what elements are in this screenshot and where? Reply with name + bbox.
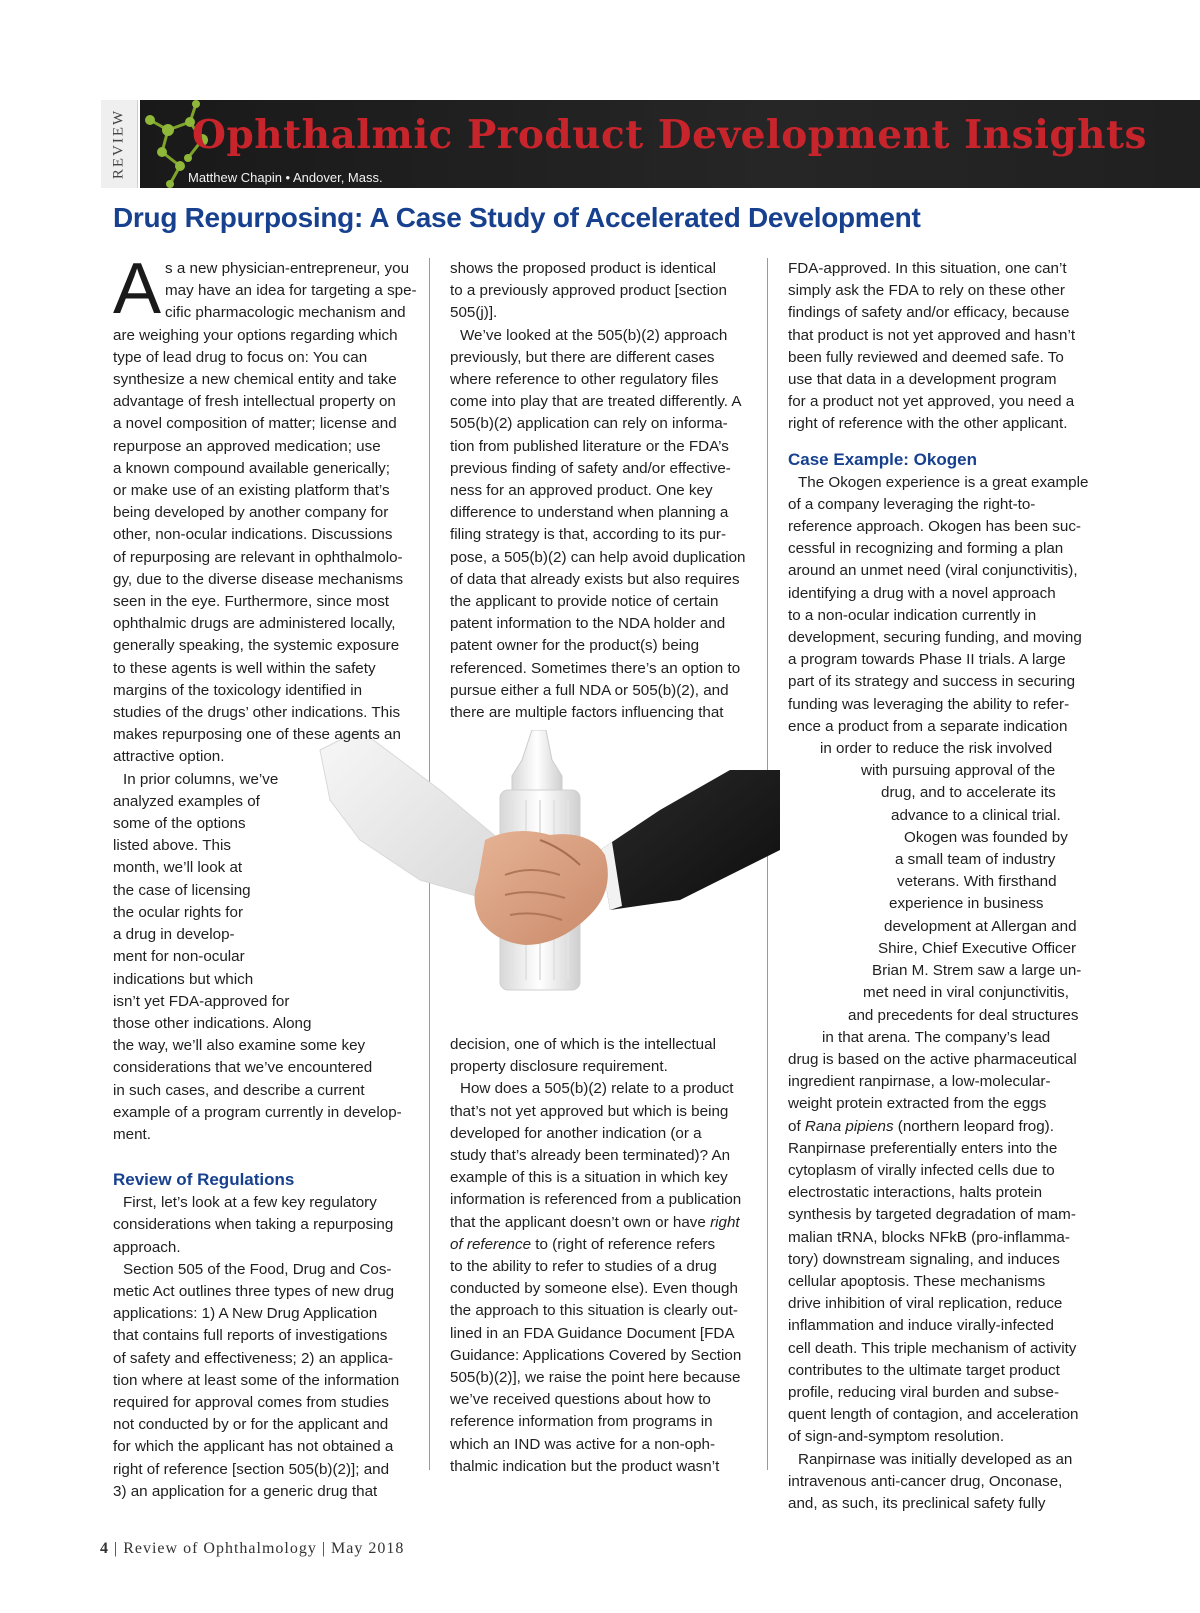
text-line: 505(b)(2) application can rely on informa- — [450, 415, 728, 433]
text-line: First, let’s look at a few key regulatory — [123, 1194, 377, 1212]
text-line: other, non-ocular indications. Discussions — [113, 526, 393, 544]
text-line: ness for an approved product. One key — [450, 482, 713, 500]
text-line: that product is not yet approved and hasn’t — [788, 326, 1076, 344]
text-line: the case of licensing — [113, 881, 251, 899]
text-line: We’ve looked at the 505(b)(2) approach — [460, 326, 728, 344]
text-line: cessful in recognizing and forming a plan — [788, 540, 1064, 558]
text-line: type of lead drug to focus on: You can — [113, 348, 368, 366]
text-line: drug, and to accelerate its — [881, 784, 1056, 802]
issue-date: May 2018 — [331, 1540, 405, 1557]
text-line: with pursuing approval of the — [861, 762, 1056, 780]
text-line: to a non-ocular indication currently in — [788, 606, 1037, 624]
text-line: How does a 505(b)(2) relate to a product — [460, 1080, 734, 1098]
text-line: considerations that we’ve encountered — [113, 1059, 373, 1077]
text-line: met need in viral conjunctivitis, — [863, 984, 1069, 1002]
text-run-italic: right — [710, 1213, 740, 1231]
text-line: development, securing funding, and moving — [788, 629, 1082, 647]
text-line: the way, we’ll also examine some key — [113, 1037, 366, 1055]
text-line: Okogen was founded by — [904, 828, 1068, 846]
article-column-2-top — [450, 258, 750, 724]
text-run: to (right of reference refers — [531, 1235, 716, 1253]
text-line: generally speaking, the systemic exposure — [113, 637, 400, 655]
text-line: electrostatic interactions, halts protein — [788, 1184, 1043, 1202]
text-line: ence a product from a separate indication — [788, 717, 1068, 735]
text-line: malian tRNA, blocks NFkB (pro-inflamma- — [788, 1228, 1070, 1246]
text-line: for a product not yet approved, you need a — [788, 393, 1075, 411]
text-line: being developed by another company for — [113, 504, 389, 522]
text-line: for which the applicant has not obtained a — [113, 1438, 394, 1456]
folio-separator: | — [321, 1540, 332, 1557]
text-line: margins of the toxicology identified in — [113, 681, 363, 699]
text-line: gy, due to the diverse disease mechanisms — [113, 570, 404, 588]
column-banner — [140, 100, 1200, 188]
text-line: FDA-approved. In this situation, one can’t — [788, 260, 1067, 277]
text-line: ophthalmic drugs are administered locally, — [113, 615, 396, 633]
text-line: synthesis by targeted degradation of mam- — [788, 1206, 1076, 1224]
text-line: may have an idea for targeting a spe- — [165, 282, 417, 300]
text-line: use that data in a development program — [788, 371, 1057, 389]
column-title: Ophthalmic Product Development Insights — [192, 112, 1148, 158]
text-line-mixed — [450, 1212, 750, 1234]
article-column-3 — [788, 258, 1090, 1515]
drop-cap: A — [113, 249, 162, 329]
text-line: in that arena. The company’s lead — [822, 1028, 1051, 1046]
text-run: (northern leopard frog). — [893, 1117, 1054, 1135]
text-run-italic: of reference — [450, 1235, 532, 1253]
text-line: quent length of contagion, and acceleration — [788, 1406, 1079, 1424]
text-line: a drug in develop- — [113, 926, 235, 944]
text-line: reference information from programs in — [450, 1413, 713, 1431]
text-line: shows the proposed product is identical — [450, 260, 716, 277]
text-line: previously, but there are different cases — [450, 348, 715, 366]
text-line: experience in business — [889, 895, 1044, 913]
text-line: ment. — [113, 1125, 151, 1143]
text-line: lined in an FDA Guidance Document [FDA — [450, 1324, 735, 1342]
text-line: funding was leveraging the ability to refer- — [788, 695, 1070, 713]
text-line: Shire, Chief Executive Officer — [878, 939, 1077, 957]
text-line: approach. — [113, 1238, 181, 1256]
text-line: reference approach. Okogen has been suc- — [788, 518, 1081, 536]
text-line: synthesize a new chemical entity and take — [113, 371, 397, 389]
text-line: Guidance: Applications Covered by Section — [450, 1346, 742, 1364]
article-headline: Drug Repurposing: A Case Study of Accelerated Development — [113, 202, 921, 233]
text-line: of repurposing are relevant in ophthalmolo- — [113, 548, 403, 566]
text-line: The Okogen experience is a great example — [798, 473, 1089, 491]
text-line: that contains full reports of investigations — [113, 1327, 388, 1345]
text-line: intravenous anti-cancer drug, Onconase, — [788, 1472, 1063, 1490]
text-line: in order to reduce the risk involved — [820, 740, 1053, 758]
text-line: studies of the drugs’ other indications. This — [113, 704, 401, 722]
text-line: drive inhibition of viral replication, reduce — [788, 1295, 1063, 1313]
text-line: a novel composition of matter; license and — [113, 415, 397, 433]
text-line: of sign-and-symptom resolution. — [788, 1428, 1005, 1446]
text-line: patent information to the NDA holder and — [450, 615, 726, 633]
text-line: pursue either a full NDA or 505(b)(2), and — [450, 681, 729, 699]
text-line: advance to a clinical trial. — [891, 806, 1061, 824]
text-line: conducted by someone else). Even though — [450, 1280, 738, 1298]
text-line: to these agents is well within the safety — [113, 659, 376, 677]
text-line-mixed — [450, 1234, 750, 1256]
text-line: cytoplasm of virally infected cells due to — [788, 1161, 1055, 1179]
text-line: thalmic indication but the product wasn’t — [450, 1457, 720, 1475]
text-line: that’s not yet approved but which is being — [450, 1102, 729, 1120]
text-line: In prior columns, we’ve — [123, 770, 279, 788]
text-line: developed for another indication (or a — [450, 1124, 702, 1142]
text-line: decision, one of which is the intellectual — [450, 1036, 716, 1053]
text-line: advantage of fresh intellectual property on — [113, 393, 396, 411]
text-line: considerations when taking a repurposing — [113, 1216, 394, 1234]
text-line: profile, reducing viral burden and subse- — [788, 1383, 1060, 1401]
text-line: right of reference with the other applicant. — [788, 415, 1068, 433]
text-line: those other indications. Along — [113, 1014, 312, 1032]
text-line: are weighing your options regarding which — [113, 326, 398, 344]
text-line: indications but which — [113, 970, 254, 988]
text-line: there are multiple factors influencing that — [450, 704, 724, 722]
folio-separator: | — [114, 1540, 124, 1557]
text-line: the applicant to provide notice of certain — [450, 593, 719, 611]
text-line: applications: 1) A New Drug Application — [113, 1305, 378, 1323]
text-line: drug is based on the active pharmaceutical — [788, 1050, 1077, 1068]
text-line: we’ve received questions about how to — [450, 1391, 711, 1409]
text-line: come into play that are treated differently. A — [450, 393, 742, 411]
text-line: part of its strategy and success in securing — [788, 673, 1076, 691]
article-column-1 — [113, 249, 417, 1503]
text-line: and precedents for deal structures — [848, 1006, 1079, 1024]
text-line: month, we’ll look at — [113, 859, 243, 877]
text-line: makes repurposing one of these agents an — [113, 726, 401, 744]
text-line: around an unmet need (viral conjunctivitis), — [788, 562, 1078, 580]
text-line: patent owner for the product(s) being — [450, 637, 700, 655]
section-tab — [101, 100, 138, 188]
text-line: a program towards Phase II trials. A large — [788, 651, 1066, 669]
text-line: difference to understand when planning a — [450, 504, 729, 522]
publication-name: Review of Ophthalmology — [123, 1540, 317, 1557]
page-folio — [100, 1540, 404, 1558]
text-line: simply ask the FDA to rely on these other — [788, 282, 1065, 300]
text-line: example of this is a situation in which key — [450, 1169, 728, 1187]
text-line: previous finding of safety and/or effective- — [450, 459, 731, 477]
text-line: weight protein extracted from the eggs — [788, 1095, 1047, 1113]
text-line: attractive option. — [113, 748, 225, 766]
text-line: required for approval comes from studies — [113, 1393, 390, 1411]
text-line: analyzed examples of — [113, 792, 260, 810]
text-line: development at Allergan and — [884, 917, 1077, 935]
text-line: contributes to the ultimate target product — [788, 1361, 1060, 1379]
text-line: repurpose an approved medication; use — [113, 437, 381, 455]
text-line: Ranpirnase preferentially enters into the — [788, 1139, 1058, 1157]
text-line: cific pharmacologic mechanism and — [165, 304, 406, 322]
text-line: which an IND was active for a non-oph- — [450, 1435, 716, 1453]
text-run: of — [788, 1117, 805, 1135]
text-line: of safety and effectiveness; 2) an applica- — [113, 1349, 394, 1367]
text-line-mixed — [788, 1116, 1090, 1138]
text-line: to a previously approved product [section — [450, 282, 727, 300]
text-line: example of a program currently in develop- — [113, 1103, 402, 1121]
text-line: property disclosure requirement. — [450, 1058, 668, 1076]
text-line: filing strategy is that, according to its pur- — [450, 526, 727, 544]
text-line: ment for non-ocular — [113, 948, 245, 966]
text-line: 505(j)]. — [450, 304, 498, 322]
text-line: of data that already exists but also requires — [450, 570, 740, 588]
text-line: inflammation and induce virally-infected — [788, 1317, 1054, 1335]
text-line: seen in the eye. Furthermore, since most — [113, 593, 390, 611]
byline: Matthew Chapin • Andover, Mass. — [188, 170, 383, 185]
text-line: tory) downstream signaling, and induces — [788, 1250, 1060, 1268]
text-run-italic: Rana pipiens — [804, 1117, 894, 1135]
text-line: the approach to this situation is clearly out- — [450, 1302, 738, 1320]
text-line: or make use of an existing platform that’s — [113, 482, 390, 500]
text-line: some of the options — [113, 815, 246, 833]
text-line: study that’s already been terminated)? An — [450, 1147, 731, 1165]
text-line: been fully reviewed and deemed safe. To — [788, 348, 1064, 366]
section-tab-label: REVIEW — [110, 108, 127, 180]
text-line: information is referenced from a publication — [450, 1191, 742, 1209]
text-line: tion from published literature or the FDA’s — [450, 437, 729, 455]
text-line: cell death. This triple mechanism of activity — [788, 1339, 1077, 1357]
text-line: and, as such, its preclinical safety fully — [788, 1494, 1046, 1512]
text-line: pose, a 505(b)(2) can help avoid duplication — [450, 548, 746, 566]
text-line: in such cases, and describe a current — [113, 1081, 365, 1099]
text-line: to the ability to refer to studies of a drug — [450, 1258, 717, 1276]
text-line: Section 505 of the Food, Drug and Cos- — [123, 1260, 392, 1278]
text-line: Brian M. Strem saw a large un- — [872, 962, 1082, 980]
text-line: a small team of industry — [895, 851, 1056, 869]
text-run: that the applicant doesn’t own or have — [450, 1213, 711, 1231]
page-number: 4 — [100, 1540, 109, 1557]
text-line: listed above. This — [113, 837, 231, 855]
text-line: the ocular rights for — [113, 903, 243, 921]
text-line: where reference to other regulatory files — [450, 371, 719, 389]
text-line: metic Act outlines three types of new drug — [113, 1282, 395, 1300]
text-line: not conducted by or for the applicant and — [113, 1416, 389, 1434]
text-line: a known compound available generically; — [113, 459, 390, 477]
section-heading-regulations: Review of Regulations — [113, 1170, 295, 1190]
text-line: isn’t yet FDA-approved for — [113, 992, 290, 1010]
text-line: identifying a drug with a novel approach — [788, 584, 1056, 602]
text-line: 505(b)(2)], we raise the point here because — [450, 1369, 741, 1387]
text-line: 3) an application for a generic drug that — [113, 1482, 378, 1500]
text-line: cellular apoptosis. These mechanisms — [788, 1272, 1046, 1290]
text-line: tion where at least some of the information — [113, 1371, 400, 1389]
text-line: s a new physician-entrepreneur, you — [165, 260, 410, 277]
text-line: referenced. Sometimes there’s an option to — [450, 659, 741, 677]
article-column-2-bottom — [450, 1034, 750, 1478]
text-line: of a company leveraging the right-to- — [788, 495, 1036, 513]
text-line: findings of safety and/or efficacy, because — [788, 304, 1070, 322]
section-heading-okogen: Case Example: Okogen — [788, 449, 977, 469]
text-line: Ranpirnase was initially developed as an — [798, 1450, 1073, 1468]
text-line: right of reference [section 505(b)(2)]; and — [113, 1460, 390, 1478]
text-line: veterans. With firsthand — [897, 873, 1057, 891]
text-line: ingredient ranpirnase, a low-molecular- — [788, 1073, 1051, 1091]
